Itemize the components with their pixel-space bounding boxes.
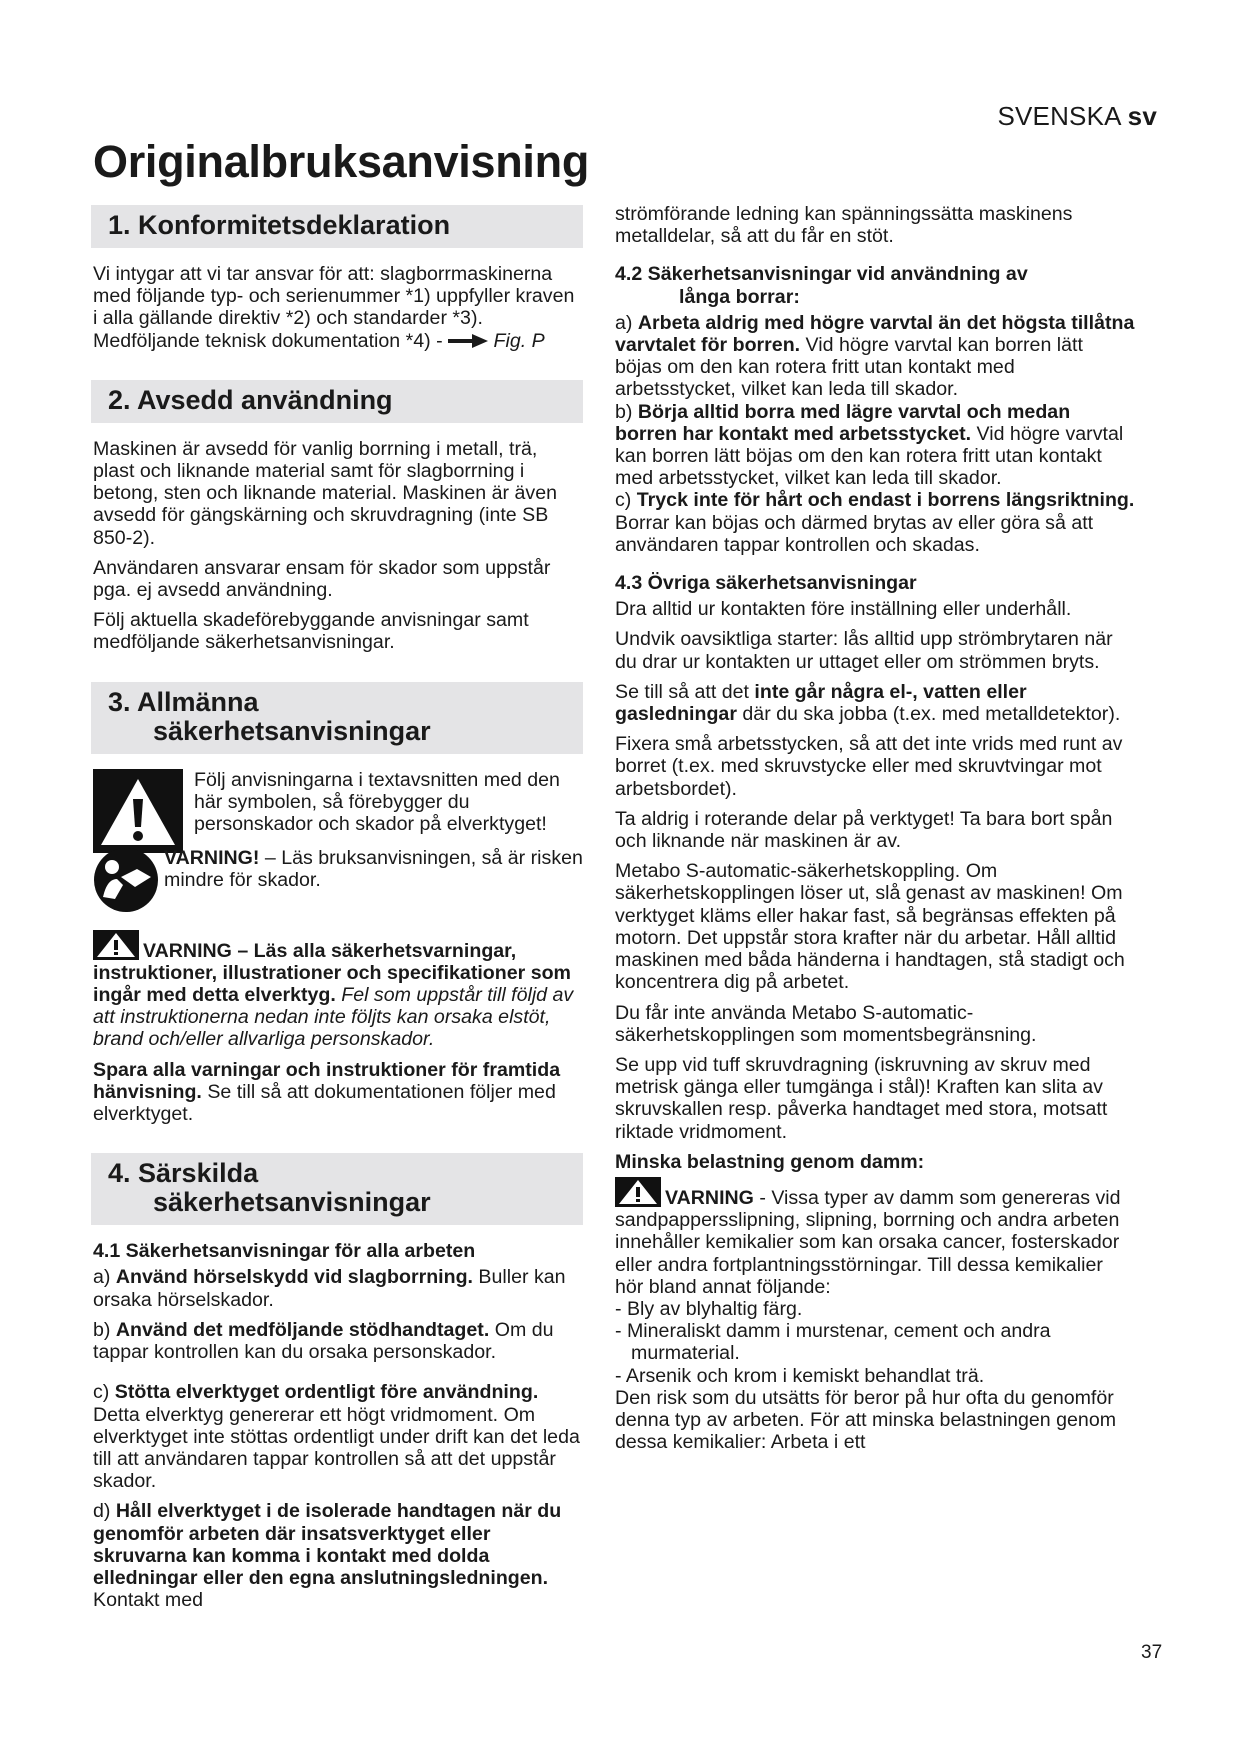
section-4-heading xyxy=(91,1153,583,1225)
section-4-heading-line2: säkerhetsanvisningar xyxy=(153,1187,431,1218)
intended-use-p1: Maskinen är avsedd för vanlig borrning i metall, trä, plast och liknande material samt för slagborrning i betong, sten och liknande material. Maskinen är även avsedd för gängskärning och skruvdragning (inte SB 850-2). xyxy=(93,437,557,549)
dust-list-item: - Arsenik och krom i kemiskt behandlat trä. xyxy=(615,1364,985,1387)
section-1-heading: 1. Konformitetsdeklaration xyxy=(91,205,583,248)
warn-all-paragraph xyxy=(93,930,583,1051)
item-ra-bold: Arbeta aldrig med högre varvtal än det högsta tillåtna varvtalet för borren. xyxy=(615,311,1135,357)
item-4-2-b: b) Börja alltid borra med lägre varvtal och medan borren har kontakt med arbetsstycket. Vid högre varvtal kan borren lätt böjas om den kan rotera fritt utan kontakt med arbetsstycket, vilket kan leda till skador. xyxy=(615,400,1124,490)
subsection-4-3-heading: 4.3 Övriga säkerhetsanvisningar xyxy=(615,572,917,595)
item-4-2-c: c) Tryck inte för hårt och endast i borrens längsriktning. Borrar kan böjas och därmed brytas av eller göra så att användaren tappar kontrollen och skadas. xyxy=(615,489,1135,556)
item-d-text: Kontakt med xyxy=(93,1589,204,1612)
page-title: Originalbruksanvisning xyxy=(93,136,590,187)
other-p1: Dra alltid ur kontakten före inställning eller underhåll. xyxy=(615,598,1072,621)
dust-warning-bold: VARNING xyxy=(665,1186,754,1209)
item-rc-bold: Tryck inte för hårt och endast i borrens längsriktning. xyxy=(636,489,1135,512)
save-instructions xyxy=(93,1059,583,1126)
item-c-bold: Stötta elverktyget ordentligt före användning. xyxy=(114,1381,539,1404)
other-p3-bold: inte går några el-, vatten eller gasledningar xyxy=(615,680,1027,726)
read-manual-text xyxy=(93,847,583,891)
section-1-text xyxy=(93,263,583,352)
subsection-4-1-heading: 4.1 Säkerhetsanvisningar för alla arbeten xyxy=(93,1240,476,1263)
left-column xyxy=(93,205,583,1619)
arrow-right-icon xyxy=(448,334,488,348)
save-bold: Spara alla varningar och instruktioner för framtida hänvisning. xyxy=(93,1058,561,1103)
other-p8: Se upp vid tuff skruvdragning (iskruvning av skruv med metrisk gänga eller tumgänga i stål)! Kraften kan slita av skruvskallen resp. påverka handtaget med stora, motsatt riktade vridmoment. xyxy=(615,1053,1108,1143)
figure-reference: Fig. P xyxy=(493,329,545,352)
item-d-bold: Håll elverktyget i de isolerade handtagen när du genomför arbeten där insatsverktyget eller skruvarna kan komma i kontakt med dolda elledningar eller den egna anslutningsledningen. xyxy=(93,1500,562,1589)
item-4-2-a: a) Arbeta aldrig med högre varvtal än det högsta tillåtna varvtalet för borren. Vid högre varvtal kan borren lätt böjas om den kan rotera fritt utan kontakt med arbetsstycket, vilket kan leda till skador. xyxy=(615,311,1135,401)
warn-all-bold: VARNING – Läs alla säkerhetsvarningar, instruktioner, illustrationer och specifikationer som ingår med detta elverktyg. xyxy=(93,939,571,1007)
read-manual-icon xyxy=(93,847,159,913)
warning-triangle-icon xyxy=(93,769,183,853)
other-p3 xyxy=(615,681,1135,725)
dust-tail: Den risk som du utsätts för beror på hur ofta du genomför denna typ av arbeten. För att minska belastningen genom dessa kemikalier: Arbeta i ett xyxy=(615,1386,1117,1454)
section-3-heading-line2: säkerhetsanvisningar xyxy=(153,715,431,746)
save-text: Se till så att dokumentationen följer med elverktyget. xyxy=(93,1080,556,1126)
item-rb-text: Vid högre varvtal kan borren lätt böjas om den kan rotera fritt utan kontakt med arbetsstycket, vilket kan leda till skador. xyxy=(615,422,1124,490)
item-c-text: Detta elverktyg genererar ett högt vridmoment. Om elverktyget inte stöttas ordentligt under drift kan det leda till att användaren tappar kontrollen så att det uppstår skador. xyxy=(93,1403,580,1493)
other-p2: Undvik oavsiktliga starter: lås alltid upp strömbrytaren när du drar ur kontakten ur uttaget eller om strömmen bryts. xyxy=(615,628,1113,673)
right-column xyxy=(615,203,1135,1461)
item-b-text: Om du tappar kontrollen kan du orsaka personskador. xyxy=(93,1318,554,1364)
language-code: sv xyxy=(1127,101,1157,131)
item-ra-text: Vid högre varvtal kan borren lätt böjas om den kan rotera fritt utan kontakt med arbetsstycket, vilket kan leda till skador. xyxy=(615,334,1083,401)
section-2-heading: 2. Avsedd användning xyxy=(91,380,583,423)
other-p4: Fixera små arbetsstycken, så att det inte vrids med runt av borret (t.ex. med skruvstycke eller med skruvtvingar mot arbetsbordet). xyxy=(615,733,1123,800)
read-warning-label: VARNING! xyxy=(164,847,260,870)
item-b-bold: Använd det medföljande stödhandtaget. xyxy=(115,1318,490,1341)
subsection-4-2-line1: 4.2 Säkerhetsanvisningar vid användning av xyxy=(615,263,1028,286)
subsection-4-2-line2: långa borrar: xyxy=(679,285,800,308)
dust-warning-text: - Vissa typer av damm som genereras vid sandpappersslipning, slipning, borrning och andra arbeten innehåller kemikalier som kan orsaka cancer, fosterskador eller andra fortplantningsstörningar. Till dessa kemikalier hör bland annat följande: xyxy=(615,1186,1121,1298)
other-p3-post: där du ska jobba (t.ex. med metalldetektor). xyxy=(736,703,1121,726)
section-3-heading xyxy=(91,682,583,754)
other-p6: Metabo S-automatic-säkerhetskoppling. Om säkerhetskopplingen löser ut, slå genast av maskinen! Om verktyget kläms eller hakar fast, så begränsas effekten på motorn. Det uppstår stora krafter när du arbetar. Håll alltid maskinen med båda händerna i handtagen, stå stadigt och koncentrera dig på arbetet. xyxy=(615,860,1125,994)
warn-all-italic: Fel som uppstår till följd av att instruktionerna nedan inte följts kan orsaka elstöt, brand och/eller allvarliga personskador. xyxy=(93,984,574,1051)
other-p3-pre: Se till så att det xyxy=(615,680,755,703)
item-4-1-c: c) Stötta elverktyget ordentligt före användning. Detta elverktyg genererar ett högt vridmoment. Om elverktyget inte stöttas ordentligt under drift kan det leda till att användaren tappar kontrollen så att det uppstår skador. xyxy=(93,1381,580,1493)
continued-text: strömförande ledning kan spänningssätta maskinens metalldelar, så att du får en stöt. xyxy=(615,203,1073,248)
item-a-text: Buller kan orsaka hörselskador. xyxy=(93,1266,566,1311)
symbol-note-block xyxy=(93,769,583,836)
section-4-heading-line1: 4. Särskilda xyxy=(108,1158,259,1189)
warning-triangle-icon xyxy=(93,930,139,960)
section-3-heading-line1: 3. Allmänna xyxy=(108,686,259,717)
item-rb-bold: Börja alltid borra med lägre varvtal och medan borren har kontakt med arbetsstycket. xyxy=(615,400,1071,445)
language-name: SVENSKA xyxy=(997,101,1121,131)
conformity-text: Vi intygar att vi tar ansvar för att: slagborrmaskinerna med följande typ- och serienummer *1) uppfyller kraven i alla gällande direktiv *2) och standarder *3). Medföljande teknisk dokumentation *4) - xyxy=(93,263,575,352)
page-number: 37 xyxy=(1141,1642,1163,1663)
read-warning-text: – Läs bruksanvisningen, så är risken mindre för skador. xyxy=(164,847,583,892)
language-label xyxy=(997,101,1157,132)
warning-triangle-icon xyxy=(615,1177,661,1207)
dust-list-item: - Bly av blyhaltig färg. xyxy=(615,1297,803,1320)
item-a-bold: Använd hörselskydd vid slagborrning. xyxy=(115,1266,473,1289)
dust-heading: Minska belastning genom damm: xyxy=(615,1150,925,1173)
item-4-1-a: a) Använd hörselskydd vid slagborrning. Buller kan orsaka hörselskador. xyxy=(93,1266,566,1311)
intended-use-p3: Följ aktuella skadeförebyggande anvisningar samt medföljande säkerhetsanvisningar. xyxy=(93,609,529,654)
other-p7: Du får inte använda Metabo S-automatic-säkerhetskopplingen som momentsbegränsning. xyxy=(615,1001,1037,1046)
item-rc-text: Borrar kan böjas och därmed brytas av eller göra så att användaren tappar kontrollen och skadas. xyxy=(615,511,1094,556)
item-4-1-d: d) Håll elverktyget i de isolerade handtagen när du genomför arbeten där insatsverktyget eller skruvarna kan komma i kontakt med dolda elledningar eller den egna anslutningsledningen. Kontakt med xyxy=(93,1500,562,1612)
dust-list-item: - Mineraliskt damm i murstenar, cement och andra murmaterial. xyxy=(615,1320,1051,1365)
dust-warning xyxy=(615,1177,1135,1298)
other-p5: Ta aldrig i roterande delar på verktyget! Ta bara bort spån och liknande när maskinen är av. xyxy=(615,807,1113,853)
symbol-note-text: Följ anvisningarna i textavsnitten med den här symbolen, så förebygger du personskador och skador på elverktyget! xyxy=(194,768,560,836)
subsection-4-2-heading xyxy=(615,263,1135,307)
read-manual-block xyxy=(93,847,583,911)
intended-use-p2: Användaren ansvarar ensam för skador som uppstår pga. ej avsedd användning. xyxy=(93,556,551,602)
item-4-1-b: b) Använd det medföljande stödhandtaget. Om du tappar kontrollen kan du orsaka personskador. xyxy=(93,1318,554,1364)
